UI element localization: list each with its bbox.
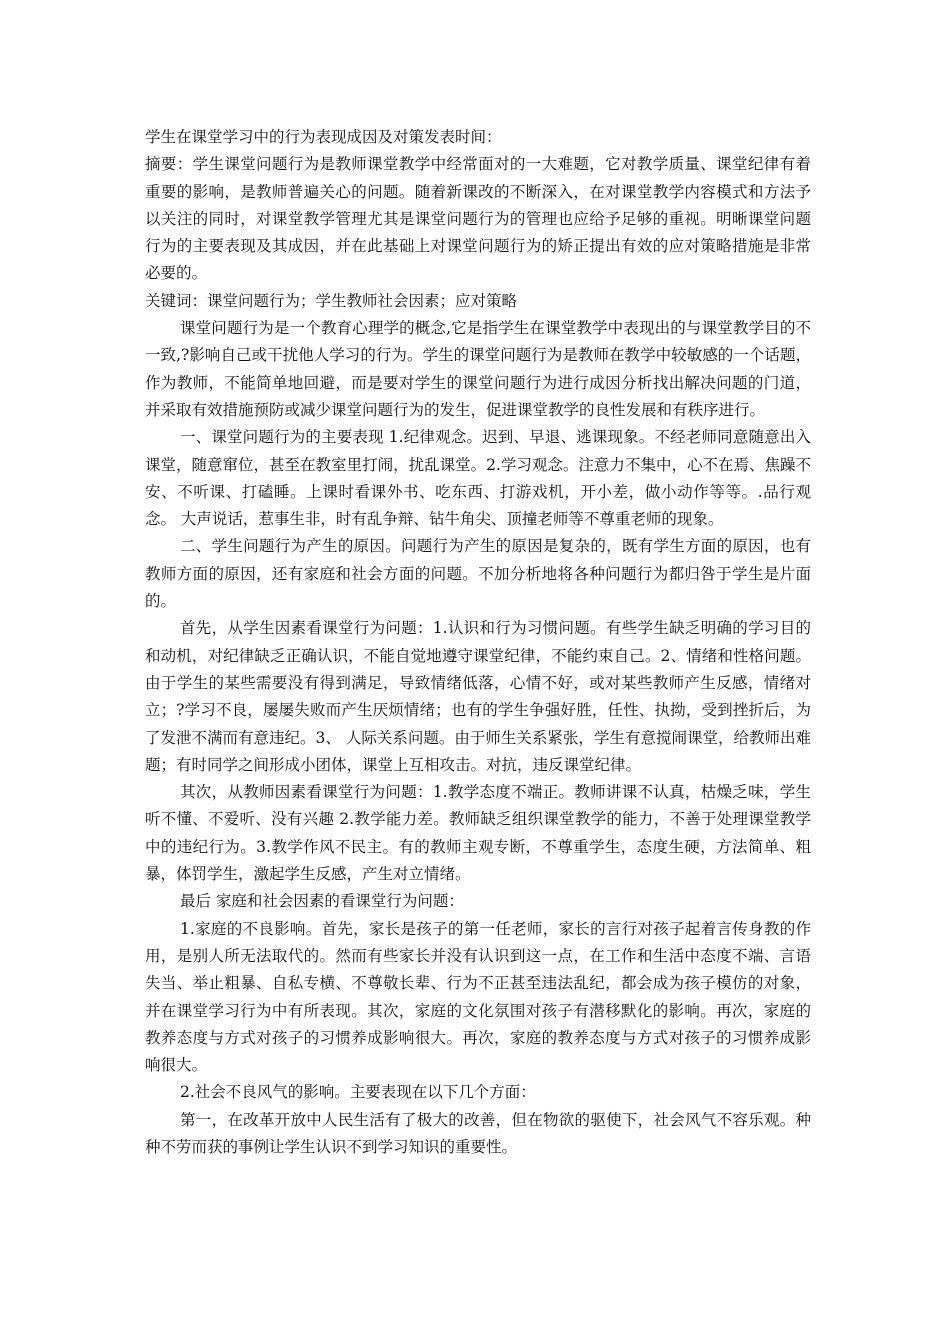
body-paragraph-first-point: 第一，在改革开放中人民生活有了极大的改善，但在物欲的驱使下，社会风气不容乐观。种种不劳而获的事例让学生认识不到学习知识的重要性。 bbox=[145, 1110, 811, 1156]
document-body bbox=[145, 124, 811, 1161]
body-paragraph-intro: 课堂问题行为是一个教育心理学的概念,它是指学生在课堂教学中表现出的与课堂教学目的不一致,?影响自己或干扰他人学习的行为。学生的课堂问题行为是教师在教学中较敏感的一个话题，作为教师，不能简单地回避，而是要对学生的课堂问题行为进行成因分析找出解决问题的门道，并采取有效措施预防或减少课堂问题行为的发生，促进课堂教学的良性发展和有秩序进行。 bbox=[145, 319, 811, 419]
abstract-paragraph: 摘要：学生课堂问题行为是教师课堂教学中经常面对的一大难题，它对教学质量、课堂纪律有着重要的影响，是教师普遍关心的问题。随着新课改的不断深入，在对课堂教学内容模式和方法予以关注的同时，对课堂教学管理尤其是课堂问题行为的管理也应给予足够的重视。明晰课堂问题行为的主要表现及其成因，并在此基础上对课堂问题行为的矫正提出有效的应对策略措施是非常必要的。 bbox=[145, 155, 811, 283]
body-paragraph-section-1: 一、课堂问题行为的主要表现 1.纪律观念。迟到、早退、逃课现象。不经老师同意随意出入课堂，随意窜位，甚至在教室里打闹，扰乱课堂。2.学习观念。注意力不集中，心不在焉、焦躁不安、不听课、打磕睡。上课时看课外书、吃东西、打游戏机，开小差，做小动作等等。.品行观念。 大声说话，惹事生非，时有乱争辩、钻牛角尖、顶撞老师等不尊重老师的现象。 bbox=[145, 428, 811, 529]
document-title-line: 学生在课堂学习中的行为表现成因及对策发表时间： bbox=[145, 128, 502, 146]
body-paragraph-student-factors: 首先，从学生因素看课堂行为问题：1.认识和行为习惯问题。有些学生缺乏明确的学习目的和动机，对纪律缺乏正确认识，不能自觉地遵守课堂纪律，不能约束自己。2、情绪和性格问题。由于学生的某些需要没有得到满足，导致情绪低落，心情不好，或对某些教师产生反感，情绪对立；?学习不良，屡屡失败而产生厌烦情绪；也有的学生争强好胜，任性、执拗，受到挫折后，为了发泄不满而有意违纪。3、 人际关系问题。由于师生关系紧张，学生有意搅闹课堂，给教师出难题；有时同学之间形成小团体，课堂上互相攻击。对抗，违反课堂纪律。 bbox=[145, 619, 811, 774]
body-paragraph-family-society-heading: 最后 家庭和社会因素的看课堂行为问题： bbox=[180, 892, 464, 911]
body-paragraph-teacher-factors: 其次，从教师因素看课堂行为问题：1.教学态度不端正。教师讲课不认真，枯燥乏味，学生听不懂、不爱听、没有兴趣 2.教学能力差。教师缺乏组织课堂教学的能力，不善于处理课堂教学中的违纪行为。3.教学作风不民主。有的教师主观专断，不尊重学生，态度生硬，方法简单、粗暴，体罚学生，激起学生反感，产生对立情绪。 bbox=[145, 783, 811, 884]
body-paragraph-social-influence: 2.社会不良风气的影响。主要表现在以下几个方面： bbox=[180, 1083, 536, 1102]
body-paragraph-section-2: 二、学生问题行为产生的原因。问题行为产生的原因是复杂的，既有学生方面的原因，也有教师方面的原因，还有家庭和社会方面的问题。不加分析地将各种问题行为都归咎于学生是片面的。 bbox=[145, 537, 811, 611]
keywords-line: 关键词：课堂问题行为；学生教师社会因素；应对策略 bbox=[145, 291, 518, 310]
body-paragraph-family-influence: 1.家庭的不良影响。首先，家长是孩子的第一任老师，家长的言行对孩子起着言传身教的作用，是别人所无法取代的。然而有些家长并没有认识到这一点，在工作和生活中态度不端、言语失当、举止粗暴、自私专横、不尊敬长辈、行为不正甚至违法乱纪，都会成为孩子模仿的对象，并在课堂学习行为中有所表现。其次，家庭的文化氛围对孩子有潜移默化的影响。再次，家庭的教养态度与方式对孩子的习惯养成影响很大。再次，家庭的教养态度与方式对孩子的习惯养成影响很大。 bbox=[145, 919, 811, 1075]
